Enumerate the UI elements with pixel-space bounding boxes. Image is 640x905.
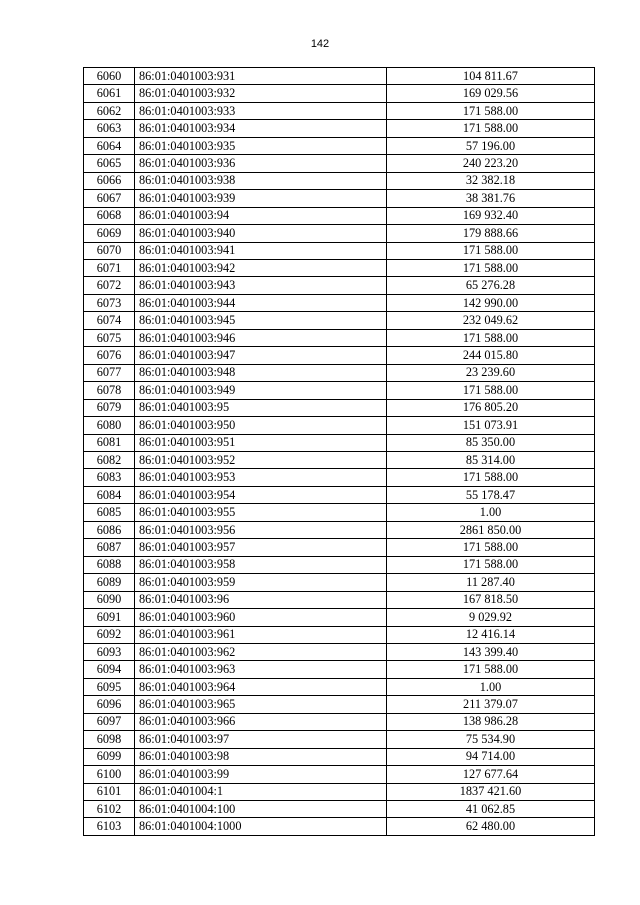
value-cell: 104 811.67: [387, 68, 595, 85]
table-row: [84, 766, 595, 783]
table-row: [84, 661, 595, 678]
cadastral-number-cell: 86:01:0401003:955: [135, 504, 387, 521]
cadastral-number-cell: 86:01:0401003:935: [135, 137, 387, 154]
table-row: [84, 312, 595, 329]
table-row: [84, 172, 595, 189]
cadastral-number-cell: 86:01:0401004:100: [135, 801, 387, 818]
cadastral-number-cell: 86:01:0401003:951: [135, 434, 387, 451]
cadastral-number-cell: 86:01:0401003:963: [135, 661, 387, 678]
row-number-cell: 6069: [84, 225, 135, 242]
row-number-cell: 6070: [84, 242, 135, 259]
value-cell: 151 073.91: [387, 417, 595, 434]
value-cell: 171 588.00: [387, 539, 595, 556]
row-number-cell: 6072: [84, 277, 135, 294]
cadastral-number-cell: 86:01:0401003:950: [135, 417, 387, 434]
value-cell: 1837 421.60: [387, 783, 595, 800]
page-number: 142: [310, 38, 330, 50]
table-row: [84, 521, 595, 538]
value-cell: 232 049.62: [387, 312, 595, 329]
cadastral-number-cell: 86:01:0401003:939: [135, 190, 387, 207]
cadastral-number-cell: 86:01:0401003:945: [135, 312, 387, 329]
row-number-cell: 6071: [84, 259, 135, 276]
cadastral-number-cell: 86:01:0401003:959: [135, 574, 387, 591]
row-number-cell: 6103: [84, 818, 135, 835]
table-row: [84, 783, 595, 800]
value-cell: 171 588.00: [387, 382, 595, 399]
table-row: [84, 259, 595, 276]
table-row: [84, 574, 595, 591]
row-number-cell: 6089: [84, 574, 135, 591]
cadastral-value-table: [83, 67, 595, 836]
cadastral-number-cell: 86:01:0401003:948: [135, 364, 387, 381]
cadastral-number-cell: 86:01:0401003:934: [135, 120, 387, 137]
cadastral-number-cell: 86:01:0401003:953: [135, 469, 387, 486]
row-number-cell: 6062: [84, 102, 135, 119]
table-row: [84, 277, 595, 294]
row-number-cell: 6084: [84, 486, 135, 503]
table-row: [84, 155, 595, 172]
cadastral-number-cell: 86:01:0401003:98: [135, 748, 387, 765]
row-number-cell: 6100: [84, 766, 135, 783]
table-row: [84, 451, 595, 468]
table-row: [84, 678, 595, 695]
cadastral-number-cell: 86:01:0401003:952: [135, 451, 387, 468]
value-cell: 127 677.64: [387, 766, 595, 783]
cadastral-number-cell: 86:01:0401003:932: [135, 85, 387, 102]
cadastral-number-cell: 86:01:0401003:944: [135, 294, 387, 311]
table-row: [84, 434, 595, 451]
table-row: [84, 486, 595, 503]
cadastral-number-cell: 86:01:0401003:946: [135, 329, 387, 346]
row-number-cell: 6090: [84, 591, 135, 608]
cadastral-number-cell: 86:01:0401003:938: [135, 172, 387, 189]
value-cell: 169 932.40: [387, 207, 595, 224]
cadastral-number-cell: 86:01:0401003:942: [135, 259, 387, 276]
value-cell: 143 399.40: [387, 643, 595, 660]
value-cell: 9 029.92: [387, 609, 595, 626]
table-row: [84, 68, 595, 85]
table-row: [84, 591, 595, 608]
cadastral-number-cell: 86:01:0401003:96: [135, 591, 387, 608]
value-cell: 11 287.40: [387, 574, 595, 591]
cadastral-number-cell: 86:01:0401003:947: [135, 347, 387, 364]
cadastral-number-cell: 86:01:0401003:958: [135, 556, 387, 573]
table-row: [84, 626, 595, 643]
cadastral-number-cell: 86:01:0401003:960: [135, 609, 387, 626]
table-row: [84, 696, 595, 713]
table-row: [84, 364, 595, 381]
row-number-cell: 6061: [84, 85, 135, 102]
row-number-cell: 6085: [84, 504, 135, 521]
cadastral-number-cell: 86:01:0401003:949: [135, 382, 387, 399]
value-cell: 171 588.00: [387, 556, 595, 573]
value-cell: 85 314.00: [387, 451, 595, 468]
table-row: [84, 713, 595, 730]
row-number-cell: 6076: [84, 347, 135, 364]
cadastral-number-cell: 86:01:0401003:933: [135, 102, 387, 119]
row-number-cell: 6086: [84, 521, 135, 538]
table-row: [84, 556, 595, 573]
row-number-cell: 6060: [84, 68, 135, 85]
value-cell: 167 818.50: [387, 591, 595, 608]
row-number-cell: 6093: [84, 643, 135, 660]
value-cell: 179 888.66: [387, 225, 595, 242]
value-cell: 12 416.14: [387, 626, 595, 643]
cadastral-number-cell: 86:01:0401003:95: [135, 399, 387, 416]
row-number-cell: 6097: [84, 713, 135, 730]
table-row: [84, 818, 595, 835]
value-cell: 38 381.76: [387, 190, 595, 207]
table-row: [84, 137, 595, 154]
table-row: [84, 294, 595, 311]
row-number-cell: 6096: [84, 696, 135, 713]
table-row: [84, 85, 595, 102]
row-number-cell: 6078: [84, 382, 135, 399]
cadastral-number-cell: 86:01:0401003:961: [135, 626, 387, 643]
row-number-cell: 6075: [84, 329, 135, 346]
cadastral-number-cell: 86:01:0401003:943: [135, 277, 387, 294]
cadastral-number-cell: 86:01:0401004:1: [135, 783, 387, 800]
value-cell: 94 714.00: [387, 748, 595, 765]
cadastral-number-cell: 86:01:0401003:965: [135, 696, 387, 713]
value-cell: 2861 850.00: [387, 521, 595, 538]
value-cell: 32 382.18: [387, 172, 595, 189]
value-cell: 171 588.00: [387, 329, 595, 346]
cadastral-number-cell: 86:01:0401003:99: [135, 766, 387, 783]
table-row: [84, 399, 595, 416]
table-row: [84, 347, 595, 364]
table-row: [84, 225, 595, 242]
value-cell: 142 990.00: [387, 294, 595, 311]
row-number-cell: 6080: [84, 417, 135, 434]
row-number-cell: 6066: [84, 172, 135, 189]
value-cell: 65 276.28: [387, 277, 595, 294]
row-number-cell: 6101: [84, 783, 135, 800]
table-row: [84, 801, 595, 818]
row-number-cell: 6083: [84, 469, 135, 486]
cadastral-number-cell: 86:01:0401003:940: [135, 225, 387, 242]
row-number-cell: 6064: [84, 137, 135, 154]
value-cell: 171 588.00: [387, 242, 595, 259]
table-row: [84, 539, 595, 556]
row-number-cell: 6098: [84, 731, 135, 748]
value-cell: 1.00: [387, 678, 595, 695]
row-number-cell: 6092: [84, 626, 135, 643]
row-number-cell: 6081: [84, 434, 135, 451]
row-number-cell: 6082: [84, 451, 135, 468]
value-cell: 171 588.00: [387, 259, 595, 276]
cadastral-number-cell: 86:01:0401003:941: [135, 242, 387, 259]
row-number-cell: 6073: [84, 294, 135, 311]
value-cell: 23 239.60: [387, 364, 595, 381]
row-number-cell: 6095: [84, 678, 135, 695]
value-cell: 41 062.85: [387, 801, 595, 818]
row-number-cell: 6068: [84, 207, 135, 224]
value-cell: 62 480.00: [387, 818, 595, 835]
value-cell: 169 029.56: [387, 85, 595, 102]
row-number-cell: 6074: [84, 312, 135, 329]
cadastral-number-cell: 86:01:0401003:936: [135, 155, 387, 172]
row-number-cell: 6099: [84, 748, 135, 765]
table-row: [84, 102, 595, 119]
row-number-cell: 6067: [84, 190, 135, 207]
value-cell: 176 805.20: [387, 399, 595, 416]
row-number-cell: 6063: [84, 120, 135, 137]
value-cell: 57 196.00: [387, 137, 595, 154]
value-cell: 211 379.07: [387, 696, 595, 713]
row-number-cell: 6065: [84, 155, 135, 172]
table-row: [84, 329, 595, 346]
row-number-cell: 6091: [84, 609, 135, 626]
value-cell: 244 015.80: [387, 347, 595, 364]
value-cell: 171 588.00: [387, 469, 595, 486]
cadastral-number-cell: 86:01:0401003:931: [135, 68, 387, 85]
value-cell: 75 534.90: [387, 731, 595, 748]
value-cell: 1.00: [387, 504, 595, 521]
cadastral-number-cell: 86:01:0401003:954: [135, 486, 387, 503]
cadastral-number-cell: 86:01:0401003:956: [135, 521, 387, 538]
value-cell: 240 223.20: [387, 155, 595, 172]
table-row: [84, 207, 595, 224]
value-cell: 171 588.00: [387, 102, 595, 119]
row-number-cell: 6079: [84, 399, 135, 416]
cadastral-number-cell: 86:01:0401003:97: [135, 731, 387, 748]
table-row: [84, 504, 595, 521]
row-number-cell: 6088: [84, 556, 135, 573]
cadastral-number-cell: 86:01:0401003:966: [135, 713, 387, 730]
value-cell: 55 178.47: [387, 486, 595, 503]
row-number-cell: 6102: [84, 801, 135, 818]
table-row: [84, 609, 595, 626]
table-row: [84, 242, 595, 259]
table-row: [84, 748, 595, 765]
row-number-cell: 6077: [84, 364, 135, 381]
table-row: [84, 643, 595, 660]
cadastral-number-cell: 86:01:0401003:94: [135, 207, 387, 224]
value-cell: 171 588.00: [387, 661, 595, 678]
cadastral-number-cell: 86:01:0401003:964: [135, 678, 387, 695]
value-cell: 85 350.00: [387, 434, 595, 451]
row-number-cell: 6087: [84, 539, 135, 556]
value-cell: 138 986.28: [387, 713, 595, 730]
cadastral-number-cell: 86:01:0401003:957: [135, 539, 387, 556]
cadastral-number-cell: 86:01:0401003:962: [135, 643, 387, 660]
table-row: [84, 120, 595, 137]
value-cell: 171 588.00: [387, 120, 595, 137]
table-row: [84, 190, 595, 207]
table-row: [84, 731, 595, 748]
row-number-cell: 6094: [84, 661, 135, 678]
table-row: [84, 469, 595, 486]
table-row: [84, 417, 595, 434]
table-body: [84, 68, 595, 836]
table-row: [84, 382, 595, 399]
cadastral-number-cell: 86:01:0401004:1000: [135, 818, 387, 835]
